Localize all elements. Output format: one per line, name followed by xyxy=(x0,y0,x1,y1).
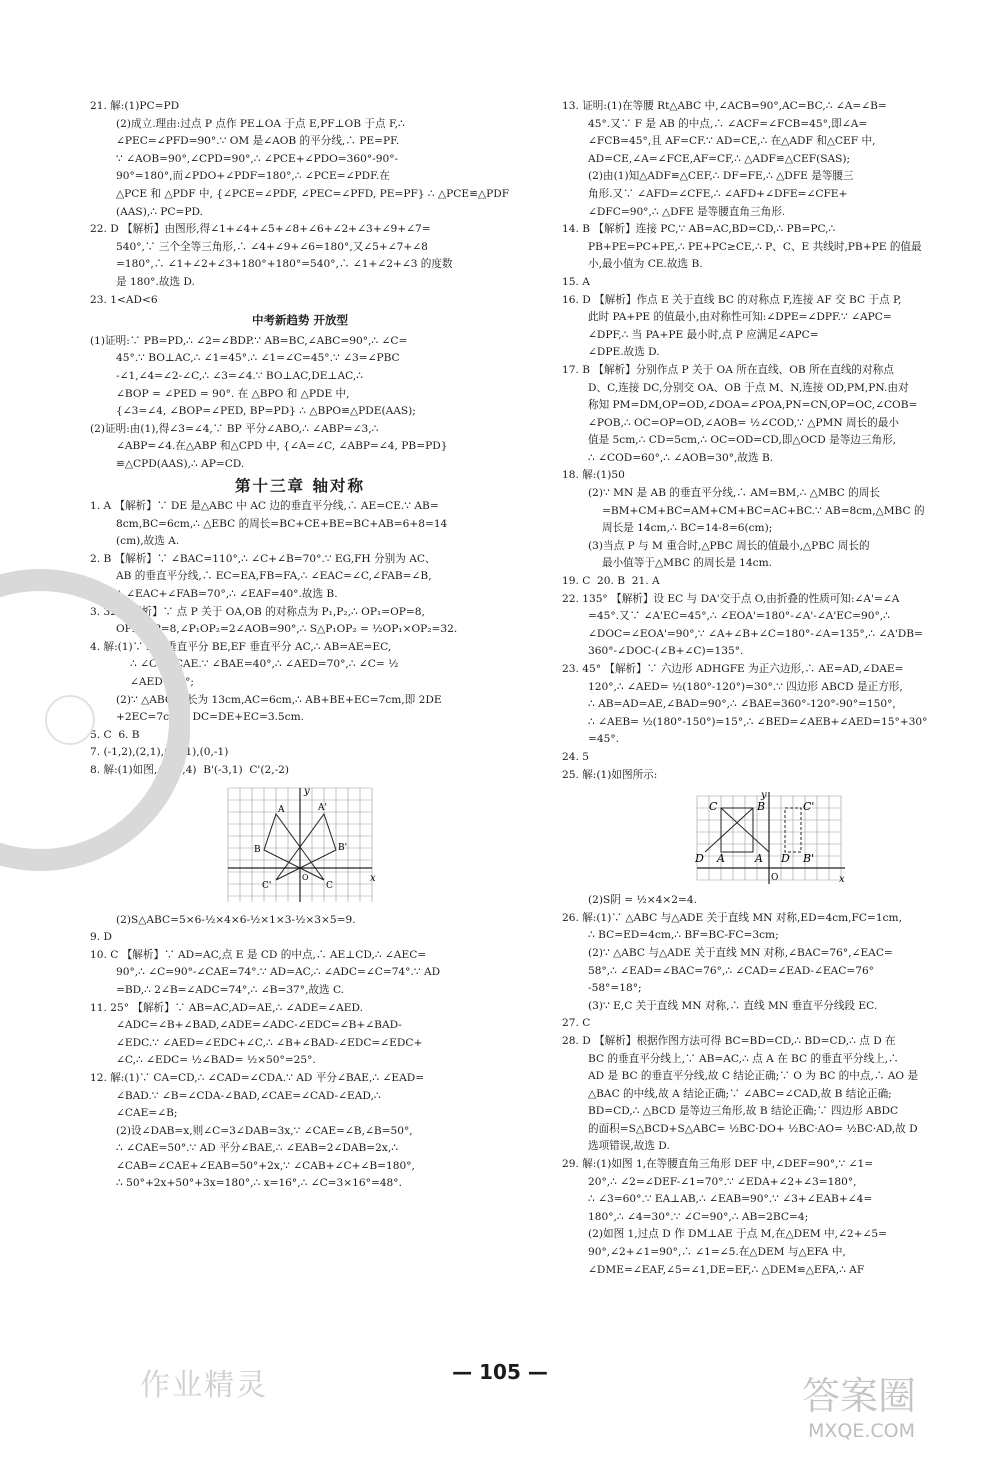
answer-line: ∴ ∠COD=60°,∴ ∠AOB=30°,故选 B. xyxy=(588,451,774,464)
y-axis-label: y xyxy=(761,790,767,802)
q22-line: =180°,∴ ∠1+∠2+∠3+180°+180°=540°,∴ ∠1+∠2+∠3 的度数 xyxy=(116,258,453,271)
ch13-line: ∴ ∠EAC+∠FAB=70°,∴ ∠EAF=40°.故选 B. xyxy=(116,588,338,601)
answer-line: 13. 证明:(1)在等腰 Rt△ABC 中,∠ACB=90°,AC=BC,∴ ∠A=∠B= xyxy=(562,100,887,112)
answer-line: (3)当点 P 与 M 重合时,△PBC 周长的值最小,△PBC 周长的 xyxy=(588,539,870,552)
open-line: {∠3=∠4, ∠BOP=∠PED, BP=PD} ∴ △BPO≌△PDE(AAS); xyxy=(116,405,416,418)
answer-line: D、C,连接 DC,分别交 OA、OB 于点 M、N,连接 OD,PM,PN.由对 xyxy=(588,381,909,394)
ch13-line: ∴ ∠C=∠CAE.∵ ∠BAE=40°,∴ ∠AED=70°,∴ ∠C= ½ xyxy=(130,658,399,671)
origin-label: O xyxy=(302,872,309,882)
rest-line: ∴ 50°+2x+50°+3x=180°,∴ x=16°,∴ ∠C=3×16°=48°. xyxy=(116,1177,402,1190)
ch13-line: 4. 解:(1)∵ AD 垂直平分 BE,EF 垂直平分 AC,∴ AB=AE=EC, xyxy=(90,640,392,653)
point-label: A xyxy=(717,852,725,866)
answer-line: 最小值等于△MBC 的周长是 14cm. xyxy=(602,557,772,570)
answer-line: 角形.又∵ ∠AFD=∠CFE,∴ ∠AFD+∠DFE=∠CFE+ xyxy=(588,187,848,200)
answer-line: ∠DPE.故选 D. xyxy=(588,346,660,359)
ch13-line: (2)∵ △ABC 周长为 13cm,AC=6cm,∴ AB+BE+EC=7cm,即 2DE xyxy=(116,693,442,706)
q21-block xyxy=(90,98,510,221)
chapter-13-block xyxy=(90,498,510,780)
q21-line: (AAS),∴ PC=PD. xyxy=(116,205,204,218)
answer-line: 此时 PA+PE 的值最小,由对称性可知:∠DPE=∠DPF.∵ ∠APC= xyxy=(588,311,892,324)
answer-line: 25. 解:(1)如图所示: xyxy=(562,768,658,781)
answer-line: 120°,∴ ∠AED= ½(180°-120°)=30°.∵ 四边形 ABCD 是正方形, xyxy=(588,680,903,693)
rest-line: ∴ ∠CAE=50°.∵ AD 平分∠BAE,∴ ∠EAB=2∠DAB=2x,∴ xyxy=(116,1142,398,1155)
ch13-line: OP₂=OP=8,∠P₁OP₂=2∠AOB=90°,∴ S△P₁OP₂ = ½OP₁×OP₂=32. xyxy=(116,623,458,636)
answer-line: 选项错误,故选 D. xyxy=(588,1140,670,1153)
square-shape xyxy=(721,808,753,852)
ch13-line: 1. A 【解析】∵ DE 是△ABC 中 AC 边的垂直平分线,∴ AE=CE.∵ AB= xyxy=(90,500,439,513)
answer-line: 22. 135° 【解析】设 EC 与 DA'交于点 O,由折叠的性质可知:∠A'=∠A xyxy=(562,592,900,605)
answer-line: =45°.又∵ ∠A'EC=45°,∴ ∠EOA'=180°-∠A'-∠A'EC=90°,∴ xyxy=(588,610,890,623)
point-label: C' xyxy=(262,880,272,891)
right-block-b xyxy=(562,910,980,1279)
right-column xyxy=(562,98,980,1279)
answer-line: 58°,∴ ∠EAD=∠BAC=76°,∴ ∠CAD=∠EAD-∠EAC=76° xyxy=(588,964,874,977)
q8-area-line: (2)S△ABC=5×6-½×4×6-½×1×3-½×3×5=9. xyxy=(116,913,356,926)
q21-line: △PCE 和 △PDF 中, {∠PCE=∠PDF, ∠PEC=∠PFD, PE=PF} ∴ △PCE≌△PDF xyxy=(116,187,510,200)
answer-line: 19. C 20. B 21. A xyxy=(562,575,660,588)
answer-line: 90°,∠2+∠1=90°,∴ ∠1=∠5.在△DEM 与△EFA 中, xyxy=(588,1246,846,1259)
answer-line: ∴ ∠AEB= ½(180°-150°)=15°,∴ ∠BED=∠AEB+∠AED=15°+30° xyxy=(588,715,928,728)
point-label: B' xyxy=(803,852,815,866)
answer-line: =45°. xyxy=(588,733,620,746)
answer-line: 16. D 【解析】作点 E 关于直线 BC 的对称点 F,连接 AF 交 BC 于点 P, xyxy=(562,293,902,306)
point-label: B xyxy=(254,844,261,855)
watermark-logo: 答案圈 xyxy=(802,1374,917,1418)
rest-line: ∠CAE=∠B; xyxy=(116,1107,178,1120)
open-question-block xyxy=(90,333,510,474)
ch13-line: 2. B 【解析】∵ ∠BAC=110°,∴ ∠C+∠B=70°.∵ EG,FH 分别为 AC、 xyxy=(90,552,436,565)
answer-line: (2)∵ △ABC 与△ADE 关于直线 MN 对称,∠BAC=76°,∠EAC= xyxy=(588,946,893,959)
rest-line: ∠CAB=∠CAE+∠EAB=50°+2x,∵ ∠CAB+∠C+∠B=180°, xyxy=(116,1159,415,1172)
answer-line: (2)∵ MN 是 AB 的垂直平分线,∴ AM=BM,∴ △MBC 的周长 xyxy=(588,487,880,500)
q22-line: 是 180°.故选 D. xyxy=(116,275,195,288)
rest-line: ∠ADC=∠B+∠BAD,∠ADE=∠ADC-∠EDC=∠B+∠BAD- xyxy=(116,1019,402,1032)
answer-line: ∴ AB=AD=AE,∠BAD=90°,∴ ∠BAE=360°-120°-90°=150°, xyxy=(588,698,896,711)
x-axis-label: x xyxy=(839,874,845,886)
watermark-url: MXQE.COM xyxy=(808,1420,916,1442)
answer-line: ∠POB,∴ OC=OP=OD,∠AOB= ½∠COD,∵ △PMN 周长的最小 xyxy=(588,416,899,429)
point-label: D xyxy=(781,852,790,866)
open-line: (1)证明:∵ PB=PD,∴ ∠2=∠BDP.∵ AB=BC,∠ABC=90°,∴ ∠C= xyxy=(90,334,408,347)
ch13-line: 7. (-1,2),(2,1),(-1,-1),(0,-1) xyxy=(90,746,229,759)
rest-line: =BD,∴ 2∠B=∠ADC=74°,∴ ∠B=37°,故选 C. xyxy=(116,983,345,996)
answer-line: 周长是 14cm,∴ BC=14-8=6(cm); xyxy=(602,522,773,535)
point-label: C xyxy=(709,800,718,814)
point-label: A' xyxy=(318,802,327,813)
q25-coordinate-figure xyxy=(691,788,851,888)
answer-line: AD 是 BC 的垂直平分线,故 C 结论正确;∵ O 为 BC 的中点,∴ AO 是 xyxy=(588,1070,919,1083)
open-line: (2)证明:由(1),得∠3=∠4,∵ BP 平分∠ABO,∴ ∠ABP=∠3,∴ xyxy=(90,422,379,435)
point-label: A xyxy=(278,804,285,815)
rest-line: 90°,∴ ∠C=90°-∠CAE=74°.∵ AD=AC,∴ ∠ADC=∠C=74°.∵ AD xyxy=(116,966,441,979)
answer-line: 值是 5cm,∴ CD=5cm,∴ OC=OD=CD,即△OCD 是等边三角形, xyxy=(588,434,897,447)
segment xyxy=(705,808,753,852)
answer-line: 20°,∴ ∠2=∠DEF-∠1=70°.∵ ∠EDA+∠2+∠3=180°, xyxy=(588,1175,857,1188)
answer-line: △BAC 的中线,故 A 结论正确;∵ ∠ABC=∠CAD,故 B 结论正确; xyxy=(588,1087,892,1100)
answer-line: 27. C xyxy=(562,1017,591,1030)
answer-line: BC 的垂直平分线上,∵ AB=AC,∴ 点 A 在 BC 的垂直平分线上,∴ xyxy=(588,1052,899,1065)
ch13-line: AB 的垂直平分线,∴ EC=EA,FB=FA,∴ ∠EAC=∠C,∠FAB=∠B, xyxy=(116,570,432,583)
answer-line: 的面积=S△BCD+S△ABC= ½BC·DO+ ½BC·AO= ½BC·AD,故 D xyxy=(588,1122,918,1135)
open-line: 45°.∵ BO⊥AC,∴ ∠1=45°.∴ ∠1=∠C=45°.∵ ∠3=∠PBC xyxy=(116,352,400,365)
q21-line: 90°=180°,而∠PDO+∠PDF=180°,∴ ∠PCE=∠PDF.在 xyxy=(116,170,390,183)
ch13-line: 5. C 6. B xyxy=(90,728,140,741)
rest-line: ∠C,∴ ∠EDC= ½∠BAD= ½×50°=25°. xyxy=(116,1054,316,1067)
answer-line: 26. 解:(1)∵ △ABC 与△ADE 关于直线 MN 对称,ED=4cm,FC=1cm, xyxy=(562,911,902,924)
answer-line: ∠FCB=45°,且 AF=CF.∵ AD=CE,∴ 在△ADF 和△CEF 中, xyxy=(588,135,876,148)
right-block-a xyxy=(562,98,980,784)
answer-line: 18. 解:(1)50 xyxy=(562,469,625,482)
origin-label: O xyxy=(771,873,779,884)
left-column xyxy=(90,98,510,1193)
x-axis-label: x xyxy=(370,872,376,884)
watermark-text: 作业精灵 xyxy=(140,1368,268,1403)
answer-line: (2)如图 1,过点 D 作 DM⊥AE 于点 M,在△DEM 中,∠2+∠5= xyxy=(588,1228,887,1241)
answer-line: ∴ ∠3=60°.∵ EA⊥AB,∴ ∠EAB=90°.∵ ∠3+∠EAB+∠4= xyxy=(588,1193,873,1206)
point-label: B xyxy=(757,800,766,814)
answer-line: ∠DOC=∠EOA'=90°,∵ ∠A+∠B+∠C=180°-∠A=135°,∴ ∠A'DB= xyxy=(588,627,923,640)
ch13-line: 3. 32 【解析】∵ 点 P 关于 OA,OB 的对称点为 P₁,P₂,∴ OP₁=OP=8, xyxy=(90,605,425,618)
answer-line: BD=CD,∴ △BCD 是等边三角形,故 B 结论正确;∵ 四边形 ABDC xyxy=(588,1105,899,1118)
answer-line: 23. 45° 【解析】∵ 六边形 ADHGFE 为正六边形,∴ AE=AD,∠DAE= xyxy=(562,663,904,675)
rest-line: 10. C 【解析】∵ AD=AC,点 E 是 CD 的中点,∴ AE⊥CD,∴ ∠AEC= xyxy=(90,948,427,961)
q21-line: ∵ ∠AOB=90°,∠CPD=90°,∴ ∠PCE+∠PDO=360°-90°- xyxy=(116,152,399,165)
page-number: — 105 — xyxy=(452,1360,548,1384)
chapter-title: 第十三章 轴对称 xyxy=(235,476,365,496)
open-line: ≌△CPD(AAS),∴ AP=CD. xyxy=(116,457,245,470)
point-label: B' xyxy=(338,842,348,853)
q8-coordinate-figure xyxy=(220,784,380,908)
y-axis-label: y xyxy=(304,785,310,797)
point-label: C xyxy=(326,880,333,891)
rest-line: (2)设∠DAB=x,则∠C=3∠DAB=3x,∵ ∠CAE=∠B,∠B=50°, xyxy=(116,1124,413,1137)
q21-line: ∠PEC=∠PFD=90°.∵ OM 是∠AOB 的平分线,∴ PE=PF. xyxy=(116,135,400,148)
open-line: ∠BOP = ∠PED = 90°. 在 △BPO 和 △PDE 中, xyxy=(116,387,350,400)
rest-line: 9. D xyxy=(90,931,112,944)
q22-block xyxy=(90,221,510,291)
answer-line: ∴ BC=ED=4cm,∴ BF=BC-FC=3cm; xyxy=(588,929,779,942)
point-label: D xyxy=(695,852,704,866)
q21-line: (2)成立.理由:过点 P 点作 PE⊥OA 于点 E,PF⊥OB 于点 F,∴ xyxy=(116,117,405,130)
answer-line: ∠DPF,∴ 当 PA+PE 最小时,点 P 应满足∠APC= xyxy=(588,328,819,341)
ch13-line: +2EC=7cm,∴ DC=DE+EC=3.5cm. xyxy=(116,711,305,724)
answer-line: 15. A xyxy=(562,275,590,288)
open-line: -∠1,∠4=∠2-∠C,∴ ∠3=∠4.∵ BO⊥AC,DE⊥AC,∴ xyxy=(116,369,363,382)
answer-line: 14. B 【解析】连接 PC,∵ AB=AC,BD=CD,∴ PB=PC,∴ xyxy=(562,223,836,236)
q23-answer: 23. 1<AD<6 xyxy=(90,293,158,306)
rest-line: 11. 25° 【解析】∵ AB=AC,AD=AE,∴ ∠ADE=∠AED. xyxy=(90,1001,364,1014)
answer-line: 28. D 【解析】根据作图方法可得 BC=BD=CD,∴ BD=CD,∴ 点 D 在 xyxy=(562,1034,896,1047)
ch13-line: 8. 解:(1)如图,A'(-2,4) B'(-3,1) C'(2,-2) xyxy=(90,763,290,776)
rest-line: ∠EDC.∵ ∠AED=∠EDC+∠C,∴ ∠B+∠BAD-∠EDC=∠EDC+ xyxy=(116,1036,423,1049)
answer-line: 小,最小值为 CE.故选 B. xyxy=(588,258,703,271)
answer-line: 180°,∴ ∠4=30°.∵ ∠C=90°,∴ AB=2BC=4; xyxy=(588,1210,809,1223)
answer-line: (2)由(1)知△ADF≌△CEF,∴ DF=FE,∴ △DFE 是等腰三 xyxy=(588,170,854,183)
q21-line: 21. 解:(1)PC=PD xyxy=(90,100,180,112)
open-line: ∠ABP=∠4.在△ABP 和△CPD 中, {∠A=∠C, ∠ABP=∠4, PB=PD} xyxy=(116,440,448,453)
rest-line: ∠BAD.∵ ∠B=∠CDA-∠BAD,∠CAE=∠CAD-∠EAD,∴ xyxy=(116,1089,381,1102)
section-title: 中考新趋势 开放型 xyxy=(251,313,348,328)
ch13-line: ∠AED=35°; xyxy=(130,676,194,688)
rest-block xyxy=(90,929,510,1193)
answer-line: ∠DME=∠EAF,∠5=∠1,DE=EF,∴ △DEM≌△EFA,∴ AF xyxy=(588,1263,865,1276)
answer-line: ∠DFC=90°,∴ △DFE 是等腰直角三角形. xyxy=(588,205,786,218)
rest-line: 12. 解:(1)∵ CA=CD,∴ ∠CAD=∠CDA.∵ AD 平分∠BAE,∴ ∠EAD= xyxy=(90,1071,425,1084)
answer-line: (3)∵ E,C 关于直线 MN 对称,∴ 直线 MN 垂直平分线段 EC. xyxy=(588,999,878,1012)
answer-line: AD=CE,∠A=∠FCE,AF=CF,∴ △ADF≌△CEF(SAS); xyxy=(588,152,851,165)
ch13-line: 8cm,BC=6cm,∴ △EBC 的周长=BC+CE+BE=BC+AB=6+8=14 xyxy=(116,517,448,530)
q22-line: 540°,∵ 三个全等三角形,∴ ∠4+∠9+∠6=180°,又∠5+∠7+∠8 xyxy=(116,240,428,253)
point-label: C' xyxy=(803,800,815,814)
q25-area-line: (2)S阴 = ½×4×2=4. xyxy=(588,894,697,907)
answer-line: 24. 5 xyxy=(562,750,589,763)
answer-line: 360°-∠DOC-(∠B+∠C)=135°. xyxy=(588,645,744,658)
q22-line: 22. D 【解析】由图形,得∠1+∠4+∠5+∠8+∠6+∠2+∠3+∠9+∠7= xyxy=(90,223,431,236)
answer-line: 29. 解:(1)如图 1,在等腰直角三角形 DEF 中,∠DEF=90°,∵ ∠1= xyxy=(562,1158,874,1171)
answer-line: 45°.又∵ F 是 AB 的中点,∴ ∠ACF=∠FCB=45°,即∠A= xyxy=(588,117,868,130)
answer-line: 17. B 【解析】分别作点 P 关于 OA 所在直线、OB 所在直线的对称点 xyxy=(562,363,894,376)
answer-line: -58°=18°; xyxy=(588,982,642,995)
ch13-line: (cm),故选 A. xyxy=(116,535,180,548)
answer-line: PB+PE=PC+PE,∴ PE+PC≥CE,∴ P、C、E 共线时,PB+PE 的值最 xyxy=(588,240,922,253)
answer-line: =BM+CM+BC=AM+CM+BC=AC+BC.∵ AB=8cm,△MBC 的 xyxy=(602,504,925,517)
answer-line: 称知 PM=DM,OP=OD,∠DOA=∠POA,PN=CN,OP=OC,∠COB= xyxy=(588,399,918,412)
point-label: A xyxy=(755,852,763,866)
